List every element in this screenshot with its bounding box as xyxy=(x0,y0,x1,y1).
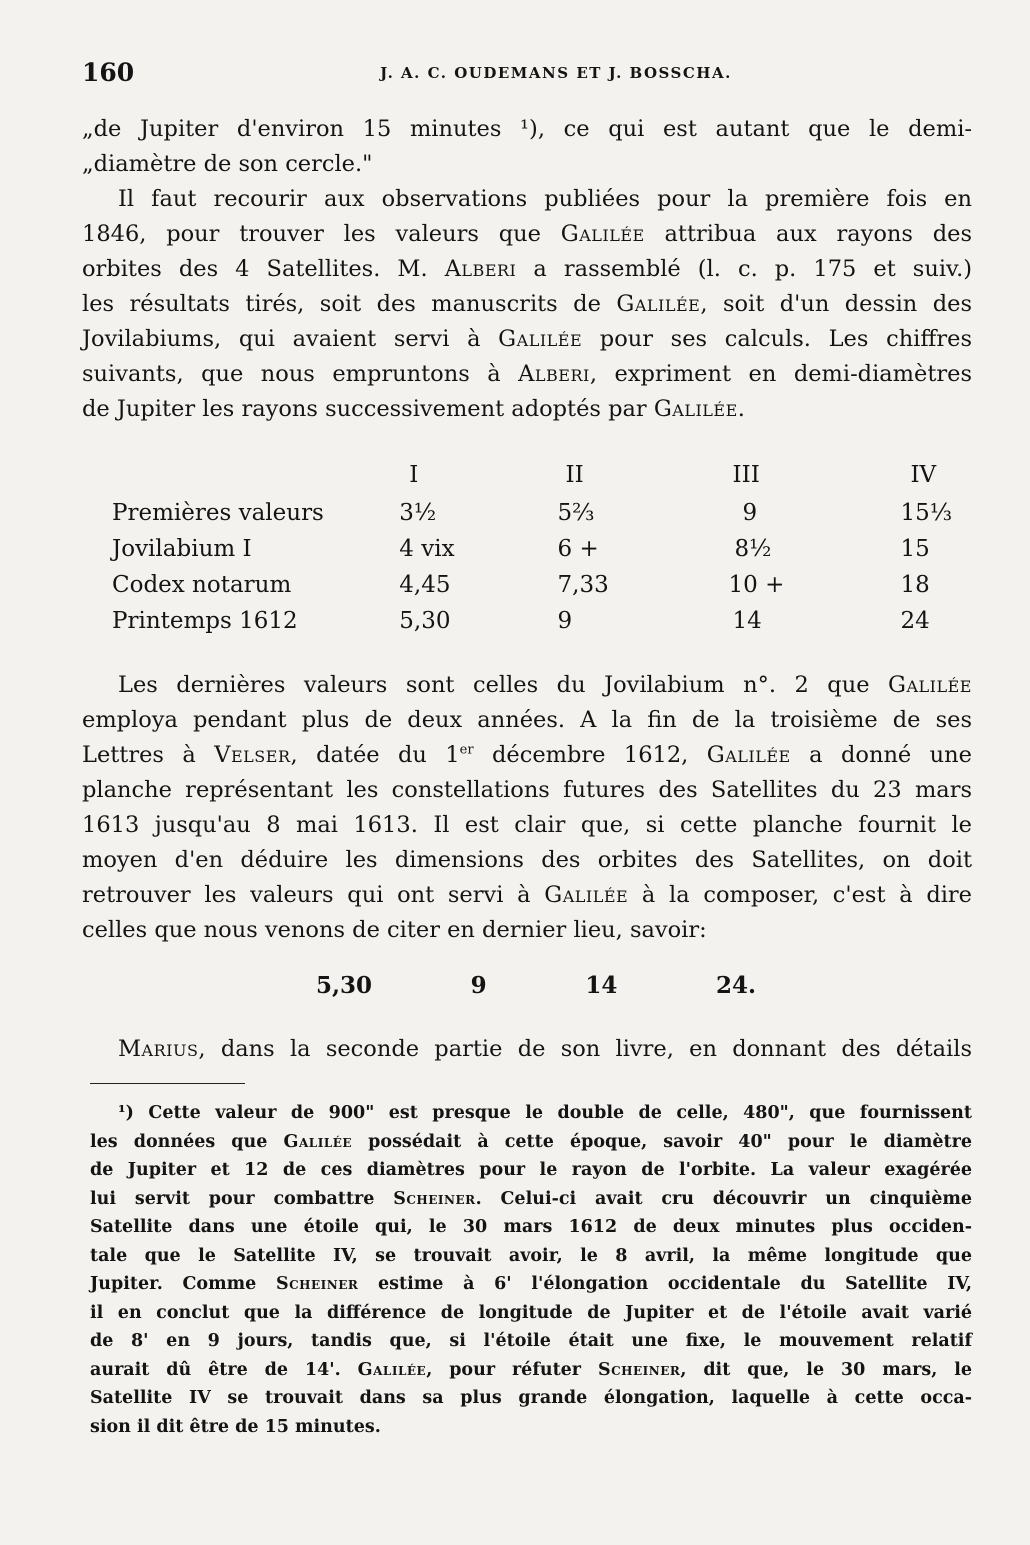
footnote-line: Satellite IV se trouvait dans sa plus grande élongation, laquelle à cette occa- xyxy=(90,1388,972,1408)
value: 24. xyxy=(715,972,756,999)
running-head: J. A. C. OUDEMANS ET J. BOSSCHA. xyxy=(380,64,732,82)
column-header: II xyxy=(565,462,584,488)
text-line: suivants, que nous empruntons à Alberi, expriment en demi-diamètres xyxy=(82,361,972,387)
text-line: retrouver les valeurs qui ont servi à Galilée à la composer, c'est à dire xyxy=(82,882,972,908)
table-cell: 10 + xyxy=(728,572,785,598)
name-galilee: Galilée xyxy=(560,221,645,247)
name-galilee: Galilée xyxy=(544,882,629,908)
name-galilee: Galilée xyxy=(706,742,791,768)
table-cell: 15⅓ xyxy=(900,500,952,526)
table-cell: 5⅔ xyxy=(557,500,595,526)
footnote-line: Jupiter. Comme Scheiner estime à 6' l'élongation occidentale du Satellite IV, xyxy=(90,1274,972,1294)
footnote-rule xyxy=(90,1083,245,1084)
table-cell: 14 xyxy=(732,608,762,634)
table-header-row xyxy=(112,455,952,495)
text-line: moyen d'en déduire les dimensions des orbites des Satellites, on doit xyxy=(82,847,972,873)
table-cell: 9 xyxy=(557,608,573,634)
name-galilee: Galilée xyxy=(616,291,701,317)
footnote-line: les données que Galilée possédait à cette époque, savoir 40" pour le diamètre xyxy=(90,1131,972,1152)
table-cell: 7,33 xyxy=(557,572,609,598)
column-header: IV xyxy=(910,462,937,488)
name-alberi: Alberi xyxy=(518,361,590,387)
text-line: celles que nous venons de citer en dernier lieu, savoir: xyxy=(82,917,707,943)
table-row xyxy=(112,567,952,603)
table-row xyxy=(112,531,952,567)
page-header xyxy=(82,58,970,98)
text-line: les résultats tirés, soit des manuscrits de Galilée, soit d'un dessin des xyxy=(82,291,972,317)
values-line xyxy=(316,972,756,999)
name-scheiner: Scheiner xyxy=(393,1188,476,1209)
footnote-line: tale que le Satellite IV, se trouvait avoir, le 8 avril, la même longitude que xyxy=(90,1245,972,1266)
footnote-line: lui servit pour combattre Scheiner. Celui-ci avait cru découvrir un cinquième xyxy=(90,1188,972,1209)
paragraph-group-2 xyxy=(82,668,972,948)
table-cell: 9 xyxy=(742,500,758,526)
footnote xyxy=(90,1099,972,1441)
name-galilee: Galilée xyxy=(283,1131,353,1152)
table-cell: 6 + xyxy=(557,536,599,562)
name-marius: Marius xyxy=(118,1036,199,1062)
row-label: Premières valeurs xyxy=(112,500,324,526)
table-cell: 4 vix xyxy=(399,536,455,562)
text-line: 1846, pour trouver les valeurs que Galilée attribua aux rayons des xyxy=(82,221,972,247)
text-line: Il faut recourir aux observations publiées pour la première fois en xyxy=(118,186,972,212)
text-line: de Jupiter les rayons successivement adoptés par Galilée. xyxy=(82,396,745,422)
column-header: I xyxy=(409,462,419,488)
table-row xyxy=(112,495,952,531)
footnote-line: de Jupiter et 12 de ces diamètres pour le rayon de l'orbite. La valeur exagérée xyxy=(90,1160,972,1180)
orbit-radii-table xyxy=(112,455,952,639)
column-header: III xyxy=(732,462,760,488)
row-label: Printemps 1612 xyxy=(112,608,298,634)
name-galilee: Galilée xyxy=(357,1359,427,1380)
table-cell: 5,30 xyxy=(399,608,451,634)
text-line: Les dernières valeurs sont celles du Jovilabium n°. 2 que Galilée xyxy=(118,672,972,698)
text-line: 1613 jusqu'au 8 mai 1613. Il est clair que, si cette planche fournit le xyxy=(82,812,972,838)
footnote-line: de 8' en 9 jours, tandis que, si l'étoile était une fixe, le mouvement relatif xyxy=(90,1331,972,1351)
table-cell: 15 xyxy=(900,536,930,562)
name-galilee: Galilée xyxy=(498,326,583,352)
name-velser: Velser xyxy=(214,742,291,768)
name-galilee: Galilée xyxy=(653,396,738,422)
table-cell: 4,45 xyxy=(399,572,451,598)
paragraph-group-3 xyxy=(82,1032,972,1067)
table-cell: 3½ xyxy=(399,500,437,526)
row-label: Codex notarum xyxy=(112,572,292,598)
footnote-line: aurait dû être de 14'. Galilée, pour réfuter Scheiner, dit que, le 30 mars, le xyxy=(90,1359,972,1380)
table-cell: 24 xyxy=(900,608,930,634)
table-row xyxy=(112,603,952,639)
text-line: orbites des 4 Satellites. M. Alberi a rassemblé (l. c. p. 175 et suiv.) xyxy=(82,256,972,282)
text-line: Marius, dans la seconde partie de son livre, en donnant des détails xyxy=(118,1036,972,1062)
text-line: planche représentant les constellations futures des Satellites du 23 mars xyxy=(82,777,972,803)
name-scheiner: Scheiner xyxy=(597,1359,681,1380)
value: 5,30 xyxy=(316,972,373,999)
value: 9 xyxy=(470,972,487,999)
footnote-line: sion il dit être de 15 minutes. xyxy=(90,1416,381,1437)
paragraph-group-1 xyxy=(82,112,972,427)
table-cell: 8½ xyxy=(734,536,772,562)
page-number: 160 xyxy=(82,58,135,87)
name-alberi: Alberi xyxy=(444,256,517,282)
name-scheiner: Scheiner xyxy=(275,1274,359,1294)
footnote-line: ¹) Cette valeur de 900" est presque le double de celle, 480", que fournissent xyxy=(118,1103,972,1123)
name-galilee: Galilée xyxy=(888,672,972,698)
value: 14 xyxy=(585,972,618,999)
row-label: Jovilabium I xyxy=(112,536,252,562)
footnote-line: il en conclut que la différence de longitude de Jupiter et de l'étoile avait varié xyxy=(90,1302,972,1323)
text-line: „diamètre de son cercle." xyxy=(82,151,373,177)
text-line: Lettres à Velser, datée du 1er décembre 1612, Galilée a donné une xyxy=(82,742,972,768)
text-line: Jovilabiums, qui avaient servi à Galilée pour ses calculs. Les chiffres xyxy=(82,326,972,352)
text-line: employa pendant plus de deux années. A la fin de la troisième de ses xyxy=(82,707,972,733)
table-cell: 18 xyxy=(900,572,930,598)
footnote-line: Satellite dans une étoile qui, le 30 mars 1612 de deux minutes plus occiden- xyxy=(90,1217,972,1237)
text-line: „de Jupiter d'environ 15 minutes ¹), ce qui est autant que le demi- xyxy=(82,116,972,142)
